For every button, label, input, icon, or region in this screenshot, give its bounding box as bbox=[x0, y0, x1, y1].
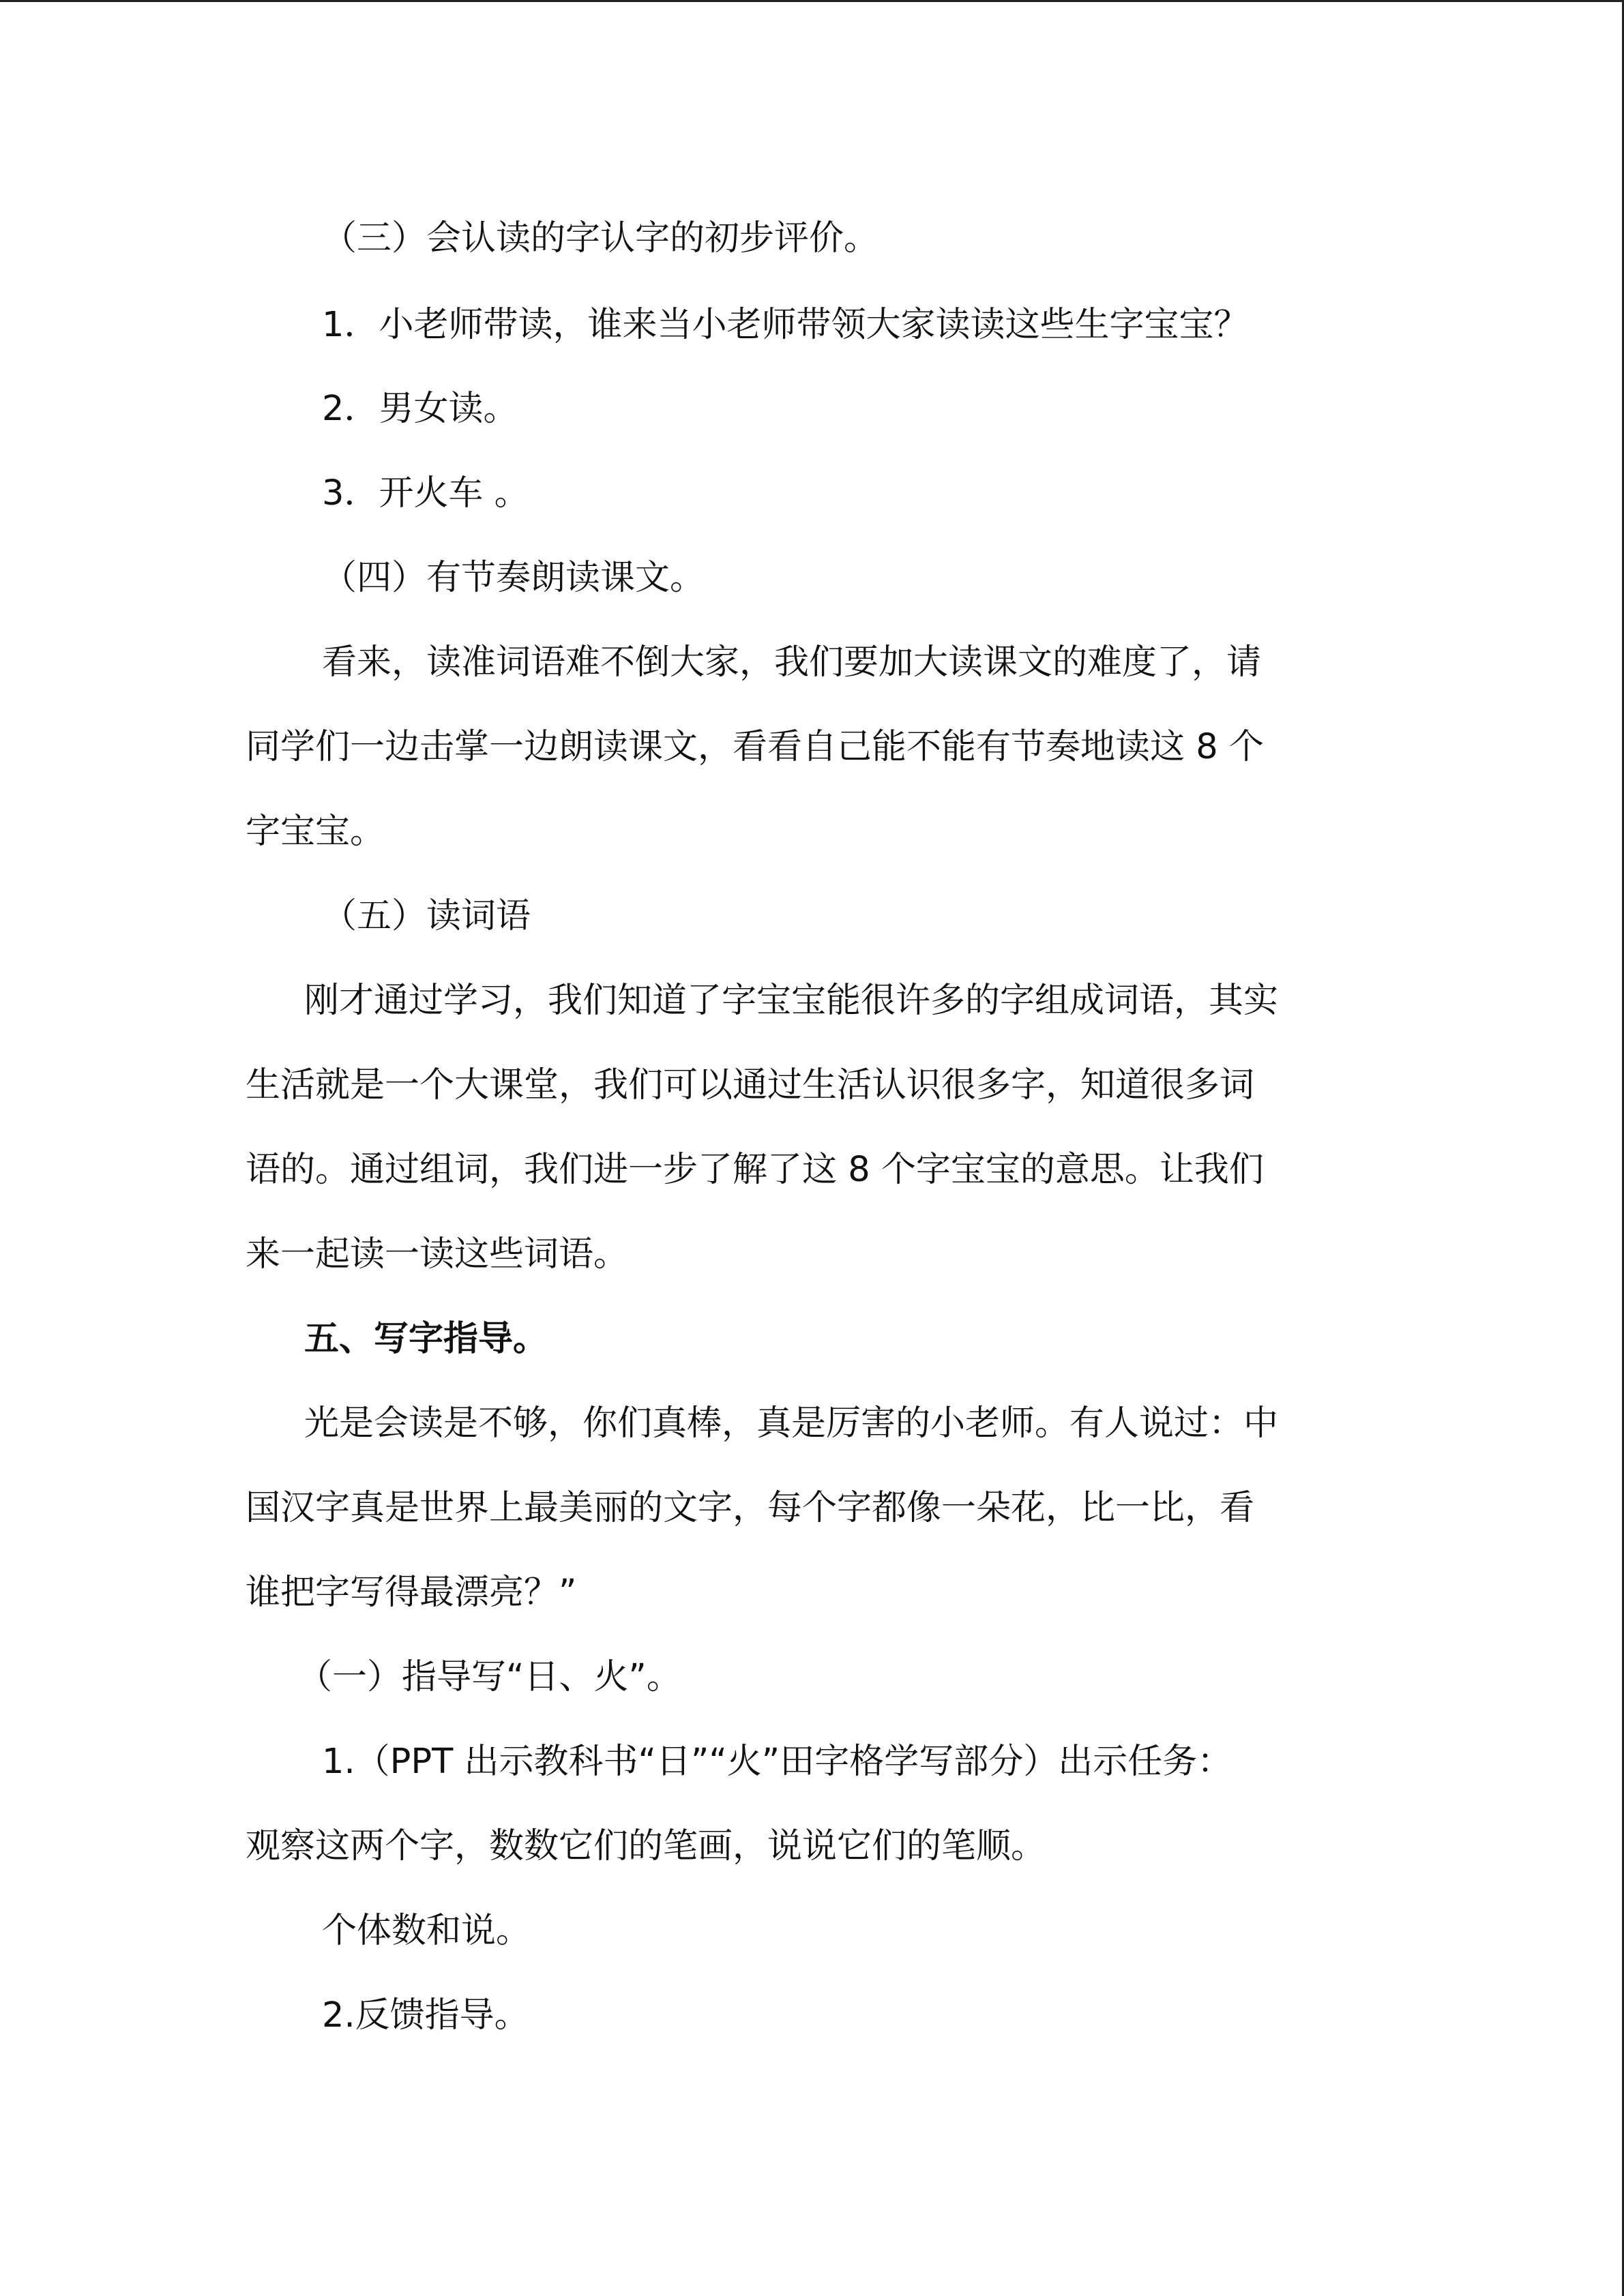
chapter-heading: 五、写字指导。 bbox=[304, 1319, 548, 1359]
paragraph-line: 1.（PPT 出示教科书“日”“火”田字格学写部分）出示任务： bbox=[322, 1742, 1232, 1782]
paragraph-line: 国汉字真是世界上最美丽的文字，每个字都像一朵花，比一比，看 bbox=[246, 1488, 1255, 1528]
list-item-1: 1．小老师带读，谁来当小老师带领大家读读这些生字宝宝？ bbox=[322, 305, 1249, 345]
paragraph-line: 看来，读准词语难不倒大家，我们要加大读课文的难度了，请 bbox=[322, 642, 1262, 683]
section-heading-3: （三）会认读的字认字的初步评价。 bbox=[322, 218, 879, 258]
paragraph-line: 谁把字写得最漂亮？” bbox=[246, 1572, 577, 1613]
paragraph-line: 来一起读一读这些词语。 bbox=[246, 1234, 629, 1274]
paragraph-line: 语的。通过组词，我们进一步了解了这 8 个字宝宝的意思。让我们 bbox=[246, 1150, 1264, 1190]
list-item-3: 3．开火车 。 bbox=[322, 473, 529, 513]
paragraph-line: 个体数和说。 bbox=[322, 1911, 531, 1951]
paragraph-line: 生活就是一个大课堂，我们可以通过生活认识很多字，知道很多词 bbox=[246, 1065, 1255, 1105]
paragraph-line: 2.反馈指导。 bbox=[322, 1995, 529, 2036]
paragraph-line: 刚才通过学习，我们知道了字宝宝能很许多的字组成词语，其实 bbox=[304, 981, 1279, 1021]
section-heading-5: （五）读词语 bbox=[322, 896, 531, 936]
paragraph-line: 同学们一边击掌一边朗读课文，看看自己能不能有节奏地读这 8 个 bbox=[246, 727, 1264, 767]
section-heading-4: （四）有节奏朗读课文。 bbox=[322, 558, 705, 598]
paragraph-line: 字宝宝。 bbox=[246, 811, 385, 852]
paragraph-line: 光是会读是不够，你们真棒，真是厉害的小老师。有人说过：中 bbox=[304, 1403, 1279, 1444]
list-item-2: 2．男女读。 bbox=[322, 389, 518, 429]
paragraph-line: 观察这两个字，数数它们的笔画，说说它们的笔顺。 bbox=[246, 1826, 1046, 1866]
subsection-heading-1: （一）指导写“日、火”。 bbox=[297, 1657, 681, 1697]
